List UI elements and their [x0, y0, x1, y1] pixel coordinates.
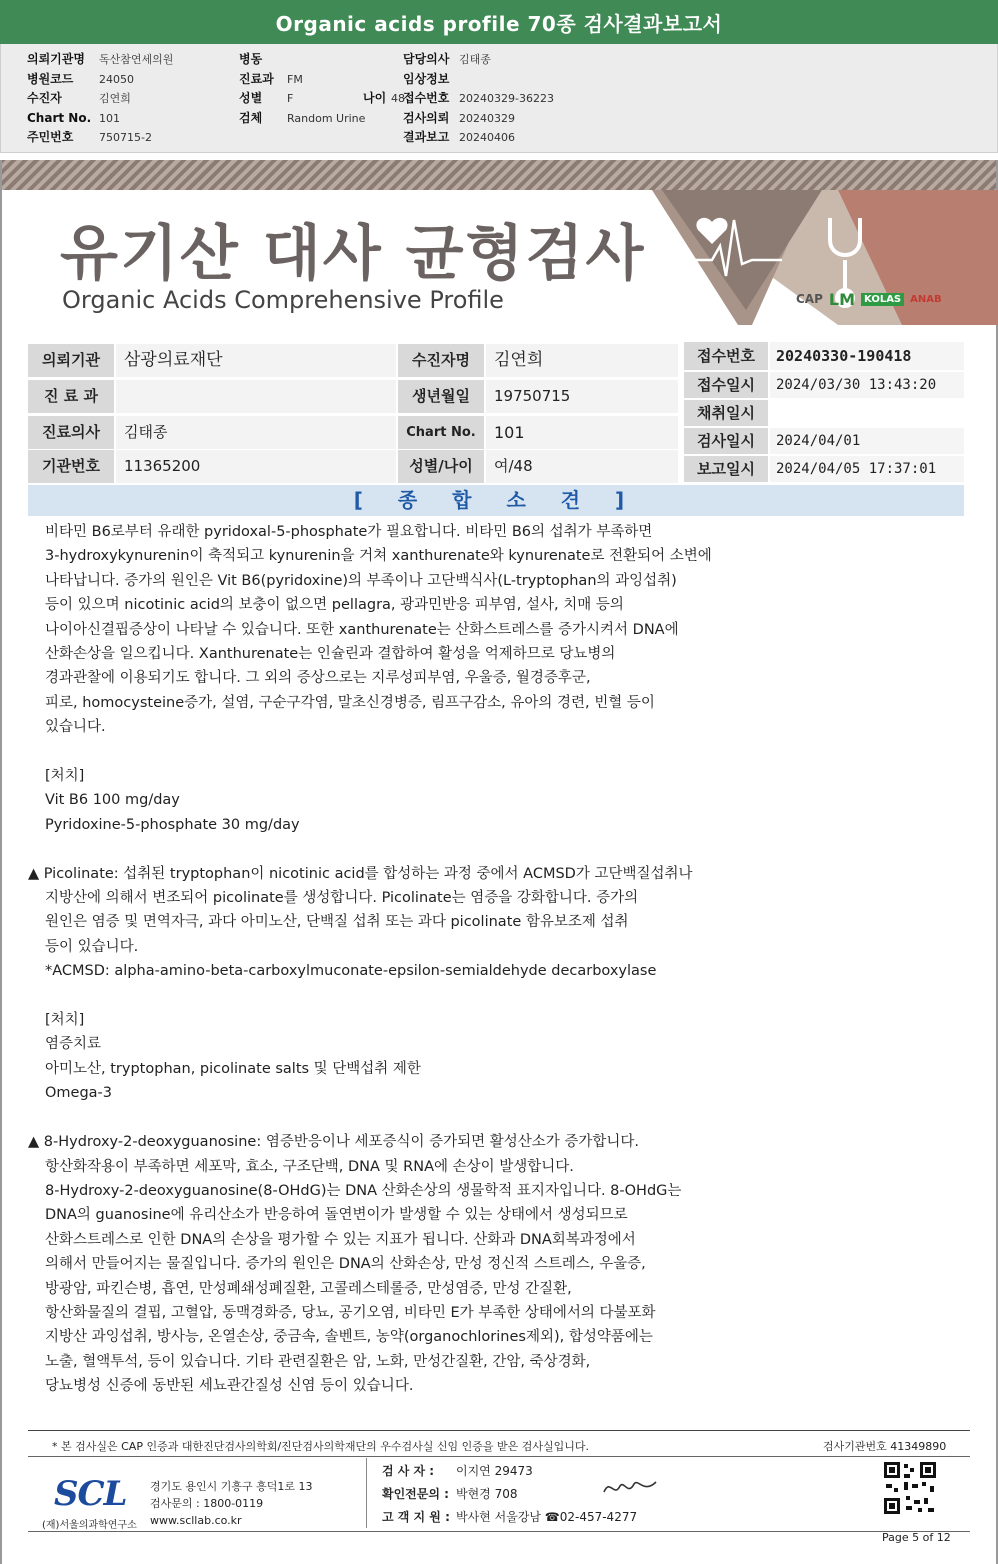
inquiry-phone: 검사문의 : 1800-0119: [150, 1497, 264, 1510]
summary-body: [28, 520, 808, 1399]
value-physician: 김태종: [116, 416, 396, 449]
banner-title-korean: 유기산 대사 균형검사: [60, 219, 646, 289]
value-sex-age: 여/48: [486, 450, 678, 483]
staff-row: 고 객 지 원 : 박사현 서울강남 ☎02-457-4277: [382, 1510, 638, 1524]
value-institution-no: 11365200: [116, 450, 396, 483]
label-collection-time: 채취일시: [684, 400, 768, 426]
text-line: 있습니다.: [45, 719, 106, 736]
staff-row: 검 사 자 : 이지연 29473: [382, 1464, 533, 1478]
treatment-block-1: [28, 764, 808, 837]
treatment-block-2: [28, 1008, 808, 1106]
text-line: 산화스트레스로 인한 DNA의 손상을 평가할 수 있는 지표가 됩니다. 산화과 DNA회복과정에서: [45, 1231, 636, 1248]
label-receipt-time: 접수일시: [684, 372, 768, 398]
label-physician: 진료의사: [28, 416, 114, 449]
report-header: [0, 44, 998, 153]
paragraph-vitamin-b6: [28, 520, 808, 740]
text-line: DNA의 guanosine에 유리산소가 반응하여 돌연변이가 발생할 수 있는 상태에서 생성되므로: [45, 1207, 628, 1224]
report-title: Organic acids profile 70종 검사결과보고서: [275, 11, 723, 36]
text-line: Pyridoxine-5-phosphate 30 mg/day: [45, 816, 300, 833]
label-sex-age: 성별/나이: [398, 450, 484, 483]
institution-number: 검사기관번호 41349890: [823, 1440, 947, 1453]
cap-logo: CAP: [796, 292, 823, 306]
text-line: Vit B6 100 mg/day: [45, 792, 180, 809]
kolas-logo: KOLAS: [861, 293, 904, 306]
header-column-3: [403, 50, 554, 148]
text-line: 방광암, 파킨슨병, 흡연, 만성폐쇄성폐질환, 고콜레스테롤증, 만성염증, 만성 간질환,: [45, 1280, 572, 1297]
banner-title-english: Organic Acids Comprehensive Profile: [62, 286, 504, 314]
certification-note: * 본 검사실은 CAP 인증과 대한진단검사의학회/진단검사의학재단의 우수검사실 신임 인증을 받은 검사실입니다.: [52, 1440, 590, 1453]
value-collection-time: [770, 400, 964, 426]
lm-logo: LM: [828, 289, 856, 309]
text-line: 당뇨병성 신증에 동반된 세뇨관간질성 신염 등이 있습니다.: [45, 1378, 414, 1395]
value-birthdate: 19750715: [486, 380, 678, 413]
text-line: *ACMSD: alpha-amino-beta-carboxylmuconate-epsilon-semialdehyde decarboxylase: [45, 963, 657, 980]
label-institution-no: 기관번호: [28, 450, 114, 483]
header-row: 진료과 FM: [239, 71, 303, 86]
age-label: 나이: [363, 91, 387, 105]
website-link[interactable]: www.scllab.co.kr: [150, 1514, 242, 1527]
treatment-heading: [처치]: [45, 768, 85, 785]
text-line: 원인은 염증 및 면역자극, 과다 아미노산, 단백질 섭취 또는 과다 picolinate 함유보조제 섭취: [45, 914, 629, 931]
header-row: 결과보고 20240406: [403, 130, 515, 144]
value-receipt-no: 20240330-190418: [770, 342, 964, 370]
value-chart-no: 101: [486, 416, 678, 449]
text-line: 나이아신결핍증상이 나타날 수 있습니다. 또한 xanthurenate는 산화스트레스를 증가시켜서 DNA에: [45, 621, 679, 638]
header-column-2: [239, 50, 405, 128]
value-department: [116, 380, 396, 413]
staff-list: [382, 1460, 637, 1529]
text-line: ▲ Picolinate: 섭취된 tryptophan이 nicotinic acid를 합성하는 과정 중에서 ACMSD가 고단백질섭취나: [28, 865, 693, 882]
header-row: 임상정보: [403, 71, 450, 86]
text-line: 3-hydroxykynurenin이 축적되고 kynurenin을 거쳐 xanthurenate와 kynurenate로 전환되어 소변에: [45, 548, 712, 565]
certification-logos: [796, 284, 968, 314]
header-row: 접수번호 20240329-36223: [403, 91, 554, 105]
text-line: 피로, homocysteine증가, 설염, 구순구각염, 말초신경병증, 림프구감소, 유아의 경련, 빈혈 등이: [45, 694, 655, 711]
text-line: 8-Hydroxy-2-deoxyguanosine(8-OHdG)는 DNA 산화손상의 생물학적 표지자입니다. 8-OHdG는: [45, 1182, 682, 1199]
header-row: 의뢰기관명 독산참연세의원: [27, 52, 174, 66]
text-line: Omega-3: [45, 1085, 113, 1102]
text-line: 항산화작용이 부족하면 세포막, 효소, 구조단백, DNA 및 RNA에 손상이 발생합니다.: [45, 1158, 574, 1175]
footer-separator: [366, 1458, 367, 1528]
text-line: ▲ 8-Hydroxy-2-deoxyguanosine: 염증반응이나 세포증식이 증가되면 활성산소가 증가합니다.: [28, 1134, 640, 1151]
report-title-bar: [0, 0, 998, 44]
footer-divider: [28, 1430, 970, 1431]
value-test-date: 2024/04/01: [770, 428, 964, 454]
treatment-heading: [처치]: [45, 1012, 85, 1029]
header-row: 수진자 김연희: [27, 91, 131, 105]
paragraph-8-ohdg: [28, 1130, 808, 1398]
value-report-time: 2024/04/05 17:37:01: [770, 456, 964, 482]
value-receipt-time: 2024/03/30 13:43:20: [770, 372, 964, 398]
text-line: 지방산에 의해서 변조되어 picolinate를 생성합니다. Picolinate는 염증을 강화합니다. 증가의: [45, 890, 639, 907]
signature-icon: [600, 1476, 660, 1500]
staff-row: 확인전문의 : 박현경 708: [382, 1487, 518, 1501]
header-row: Chart No. 101: [27, 110, 120, 125]
header-row: 성별 F 나이 48: [239, 89, 405, 109]
header-column-1: [27, 50, 173, 148]
value-requester: 삼광의료재단: [116, 344, 396, 377]
header-row: 검사의뢰 20240329: [403, 110, 515, 125]
text-line: 산화손상을 일으킵니다. Xanthurenate는 인슐린과 결합하여 활성을 억제하므로 당뇨병의: [45, 646, 616, 663]
header-row: 검체 Random Urine: [239, 110, 366, 125]
label-report-time: 보고일시: [684, 456, 768, 482]
text-line: 의해서 만들어지는 물질입니다. 증가의 원인은 DNA의 산화손상, 만성 정신적 스트레스, 우울증,: [45, 1256, 646, 1273]
scl-logo: SCL: [54, 1474, 127, 1514]
header-row: 병원코드 24050: [27, 71, 134, 86]
text-line: 경과관찰에 이용되기도 합니다. 그 외의 증상으로는 지루성피부염, 우울증, 월경증후군,: [45, 670, 591, 687]
anab-logo: ANAB: [910, 293, 942, 305]
label-requester: 의뢰기관: [28, 344, 114, 377]
page-number: Page 5 of 12: [882, 1531, 951, 1544]
text-line: 지방산 과잉섭취, 방사능, 온열손상, 중금속, 솔벤트, 농약(organochlorines제외), 합성약품에는: [45, 1329, 653, 1346]
text-line: 아미노산, tryptophan, picolinate salts 및 단백섭취 제한: [45, 1060, 421, 1077]
address: 경기도 용인시 기흥구 흥덕1로 13: [150, 1480, 313, 1493]
qr-code-icon: [882, 1460, 938, 1516]
text-line: 등이 있습니다.: [45, 938, 139, 955]
header-row: 담당의사 김태종: [403, 52, 491, 66]
label-patient-name: 수진자명: [398, 344, 484, 377]
label-chart-no: Chart No.: [398, 416, 484, 449]
text-line: 나타납니다. 증가의 원인은 Vit B6(pyridoxine)의 부족이나 고단백식사(L-tryptophan의 과잉섭취): [45, 572, 677, 589]
value-patient-name: 김연희: [486, 344, 678, 377]
page-border-left: [0, 160, 2, 1564]
text-line: 항산화물질의 결핍, 고혈압, 동맥경화증, 당뇨, 공기오염, 비타민 E가 부족한 상태에서의 다불포화: [45, 1304, 656, 1321]
header-row: 병동: [239, 52, 263, 66]
organization-name: (재)서울의과학연구소: [42, 1520, 137, 1531]
label-birthdate: 생년월일: [398, 380, 484, 413]
label-receipt-no: 접수번호: [684, 342, 768, 370]
paragraph-picolinate: [28, 862, 808, 984]
text-line: 비타민 B6로부터 유래한 pyridoxal-5-phosphate가 필요합니다. 비타민 B6의 섭취가 부족하면: [45, 524, 653, 540]
text-line: 등이 있으며 nicotinic acid의 보충이 없으면 pellagra, 광과민반응 피부염, 설사, 치매 등의: [45, 597, 624, 614]
label-department: 진 료 과: [28, 380, 114, 413]
header-row: 주민번호 750715-2: [27, 130, 152, 144]
organization-contact: [150, 1478, 313, 1529]
label-test-date: 검사일시: [684, 428, 768, 454]
summary-heading: [ 종 합 소 견 ]: [28, 485, 964, 516]
text-line: 노출, 혈액투석, 등이 있습니다. 기타 관련질환은 암, 노화, 만성간질환, 간암, 죽상경화,: [45, 1353, 591, 1370]
age-value: 48: [391, 92, 405, 105]
text-line: 염증치료: [45, 1036, 102, 1053]
